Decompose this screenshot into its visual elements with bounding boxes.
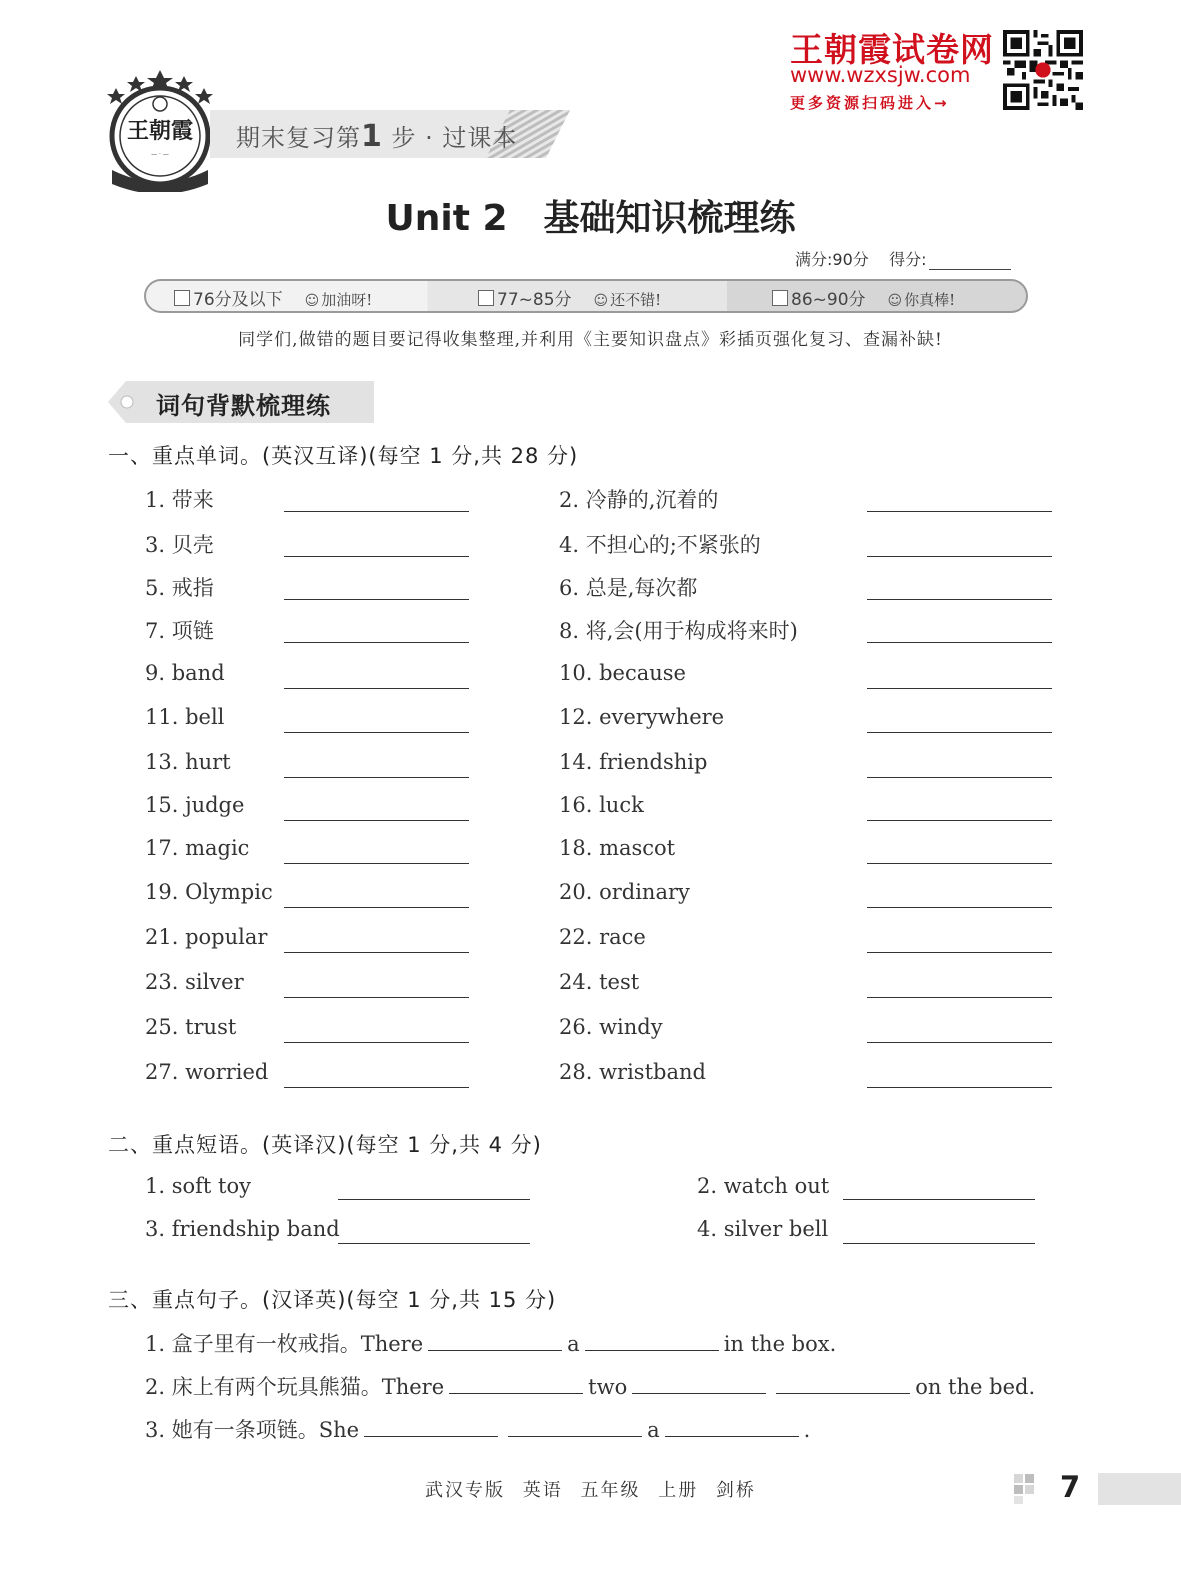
answer-blank[interactable] bbox=[867, 511, 1052, 512]
section-tag-label: 词句背默梳理练 bbox=[156, 392, 331, 420]
word-item: 17. magic bbox=[145, 836, 250, 860]
answer-blank[interactable] bbox=[867, 642, 1052, 643]
word-item: 2. 冷静的,沉着的 bbox=[559, 488, 719, 512]
deco-squares-icon bbox=[1014, 1474, 1044, 1504]
phrase-item: 1. soft toy bbox=[145, 1174, 251, 1198]
answer-blank[interactable] bbox=[867, 907, 1052, 908]
svg-text:— · —: — · — bbox=[151, 151, 169, 158]
score-line bbox=[795, 247, 1011, 270]
word-item: 24. test bbox=[559, 970, 640, 994]
answer-blank[interactable] bbox=[284, 599, 469, 600]
site-name: 王朝霞试卷网 bbox=[790, 30, 994, 69]
answer-blank[interactable] bbox=[867, 688, 1052, 689]
seal-text: 王朝霞 bbox=[126, 118, 194, 144]
word-item: 9. band bbox=[145, 661, 225, 685]
banner-title: 期末复习第1 步 · 过课本 bbox=[236, 119, 518, 154]
answer-blank[interactable] bbox=[867, 1042, 1052, 1043]
answer-blank[interactable] bbox=[284, 997, 469, 998]
word-item: 1. 带来 bbox=[145, 488, 214, 512]
part3-heading: 三、重点句子。(汉译英)(每空 1 分,共 15 分) bbox=[108, 1288, 557, 1312]
brand-seal-logo bbox=[106, 68, 214, 192]
answer-blank[interactable] bbox=[284, 1087, 469, 1088]
word-item: 11. bell bbox=[145, 705, 225, 729]
answer-blank[interactable] bbox=[867, 556, 1052, 557]
checkbox[interactable] bbox=[478, 290, 494, 306]
instruction-note: 同学们,做错的题目要记得收集整理,并利用《主要知识盘点》彩插页强化复习、查漏补缺! bbox=[238, 330, 943, 350]
full-score-label: 满分:90分 bbox=[795, 250, 869, 269]
answer-blank[interactable] bbox=[449, 1371, 583, 1394]
answer-blank[interactable] bbox=[338, 1243, 530, 1244]
word-item: 14. friendship bbox=[559, 750, 708, 774]
answer-blank[interactable] bbox=[665, 1414, 799, 1437]
word-item: 13. hurt bbox=[145, 750, 231, 774]
word-item: 4. 不担心的;不紧张的 bbox=[559, 533, 761, 557]
word-item: 19. Olympic bbox=[145, 880, 273, 904]
got-score-label: 得分: bbox=[889, 250, 927, 269]
answer-blank[interactable] bbox=[428, 1328, 562, 1351]
answer-blank[interactable] bbox=[284, 688, 469, 689]
answer-blank[interactable] bbox=[867, 777, 1052, 778]
answer-blank[interactable] bbox=[284, 820, 469, 821]
score-blank[interactable] bbox=[929, 251, 1011, 270]
grade-option-1[interactable]: 76分及以下 ☺ 加油呀! bbox=[174, 285, 372, 310]
answer-blank[interactable] bbox=[867, 732, 1052, 733]
word-item: 28. wristband bbox=[559, 1060, 706, 1084]
word-item: 20. ordinary bbox=[559, 880, 690, 904]
answer-blank[interactable] bbox=[867, 599, 1052, 600]
answer-blank[interactable] bbox=[284, 642, 469, 643]
answer-blank[interactable] bbox=[284, 777, 469, 778]
word-item: 22. race bbox=[559, 925, 646, 949]
smile-icon: ☺ bbox=[887, 293, 903, 309]
answer-blank[interactable] bbox=[364, 1414, 498, 1437]
word-item: 26. windy bbox=[559, 1015, 663, 1039]
answer-blank[interactable] bbox=[585, 1328, 719, 1351]
word-item: 27. worried bbox=[145, 1060, 269, 1084]
page-number-band bbox=[1098, 1473, 1181, 1505]
answer-blank[interactable] bbox=[632, 1371, 766, 1394]
word-item: 7. 项链 bbox=[145, 619, 214, 643]
word-item: 21. popular bbox=[145, 925, 268, 949]
word-item: 8. 将,会(用于构成将来时) bbox=[559, 619, 798, 643]
answer-blank[interactable] bbox=[284, 511, 469, 512]
word-item: 12. everywhere bbox=[559, 705, 725, 729]
part2-heading: 二、重点短语。(英译汉)(每空 1 分,共 4 分) bbox=[108, 1133, 542, 1157]
word-item: 16. luck bbox=[559, 793, 644, 817]
phrase-item: 2. watch out bbox=[697, 1174, 830, 1198]
phrase-item: 3. friendship band bbox=[145, 1217, 340, 1241]
answer-blank[interactable] bbox=[338, 1199, 530, 1200]
answer-blank[interactable] bbox=[867, 952, 1052, 953]
smile-icon: ☺ bbox=[304, 293, 320, 309]
footer-text: 武汉专版 英语 五年级 上册 剑桥 bbox=[425, 1480, 756, 1501]
site-tip: 更多资源扫码进入→ bbox=[790, 94, 950, 112]
word-item: 18. mascot bbox=[559, 836, 676, 860]
answer-blank[interactable] bbox=[284, 732, 469, 733]
qr-code-icon[interactable] bbox=[1003, 30, 1083, 110]
answer-blank[interactable] bbox=[867, 863, 1052, 864]
word-item: 15. judge bbox=[145, 793, 245, 817]
word-item: 25. trust bbox=[145, 1015, 237, 1039]
part1-heading: 一、重点单词。(英汉互译)(每空 1 分,共 28 分) bbox=[108, 444, 579, 468]
answer-blank[interactable] bbox=[508, 1414, 642, 1437]
grade-option-3[interactable]: 86~90分 ☺ 你真棒! bbox=[772, 285, 955, 310]
answer-blank[interactable] bbox=[284, 863, 469, 864]
answer-blank[interactable] bbox=[867, 820, 1052, 821]
page-number: 7 bbox=[1060, 1470, 1081, 1504]
page-title: Unit 2 基础知识梳理练 bbox=[385, 198, 796, 239]
word-item: 23. silver bbox=[145, 970, 244, 994]
answer-blank[interactable] bbox=[843, 1199, 1035, 1200]
site-url[interactable]: www.wzxsjw.com bbox=[790, 63, 971, 87]
answer-blank[interactable] bbox=[284, 556, 469, 557]
answer-blank[interactable] bbox=[843, 1243, 1035, 1244]
answer-blank[interactable] bbox=[867, 1087, 1052, 1088]
smile-icon: ☺ bbox=[593, 293, 609, 309]
checkbox[interactable] bbox=[174, 290, 190, 306]
sentence-1: 1. 盒子里有一枚戒指。There a in the box. bbox=[145, 1328, 836, 1358]
phrase-item: 4. silver bell bbox=[697, 1217, 829, 1241]
tag-hole-icon bbox=[118, 393, 136, 411]
answer-blank[interactable] bbox=[284, 1042, 469, 1043]
sentence-3: 3. 她有一条项链。She a . bbox=[145, 1414, 810, 1444]
word-item: 10. because bbox=[559, 661, 686, 685]
answer-blank[interactable] bbox=[284, 952, 469, 953]
answer-blank[interactable] bbox=[867, 997, 1052, 998]
grade-option-2[interactable]: 77~85分 ☺ 还不错! bbox=[478, 285, 661, 310]
sentence-2: 2. 床上有两个玩具熊猫。There two on the bed. bbox=[145, 1371, 1035, 1401]
word-item: 3. 贝壳 bbox=[145, 533, 214, 557]
answer-blank[interactable] bbox=[776, 1371, 910, 1394]
word-item: 6. 总是,每次都 bbox=[559, 576, 698, 600]
answer-blank[interactable] bbox=[284, 907, 469, 908]
checkbox[interactable] bbox=[772, 290, 788, 306]
word-item: 5. 戒指 bbox=[145, 576, 214, 600]
